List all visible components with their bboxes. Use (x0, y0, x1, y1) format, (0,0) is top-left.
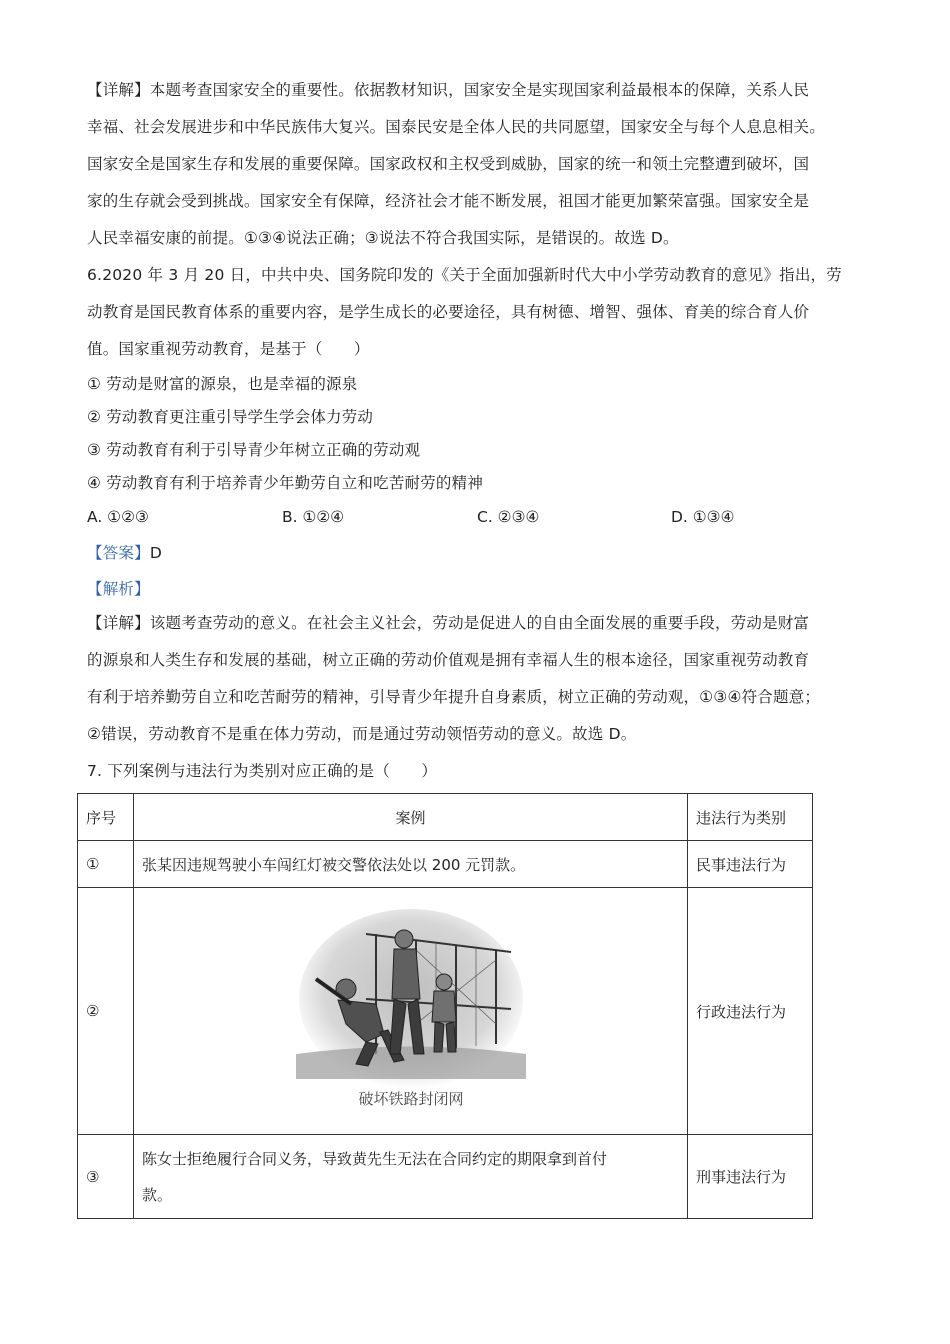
q6-statement-2: ② 劳动教育更注重引导学生学会体力劳动 (87, 408, 374, 426)
row-num: ② (78, 888, 134, 1135)
row-case-illustration (134, 888, 688, 1135)
analysis-label: 【解析】 (87, 580, 150, 598)
q5-detail-line-2: 幸福、社会发展进步和中华民族伟大复兴。国泰民安是全体人民的共同愿望，国家安全与每个人息息相关。 (87, 118, 825, 136)
railway-fence-illustration (296, 904, 526, 1119)
q6-statement-1: ① 劳动是财富的源泉，也是幸福的源泉 (87, 375, 358, 393)
answer-label: 【答案】 (87, 544, 150, 562)
law-case-table (77, 793, 813, 1219)
table-row (78, 888, 813, 1135)
table-header-row (78, 794, 813, 841)
illustration-caption: 破坏铁路封闭网 (357, 1089, 464, 1108)
q6-statement-4: ④ 劳动教育有利于培养青少年勤劳自立和吃苦耐劳的精神 (87, 474, 484, 492)
table-row (78, 841, 813, 888)
q6-detail-line-1: 【详解】该题考查劳动的意义。在社会主义社会，劳动是促进人的自由全面发展的重要手段，劳动是财富 (87, 614, 810, 632)
q6-option-d: D. ①③④ (671, 508, 735, 526)
q6-detail-line-4: ②错误，劳动教育不是重在体力劳动，而是通过劳动领悟劳动的意义。故选 D。 (87, 725, 637, 743)
q5-detail-line-4: 家的生存就会受到挑战。国家安全有保障，经济社会才能不断发展，祖国才能更加繁荣富强。国家安全是 (87, 192, 810, 210)
q6-option-b: B. ①②④ (282, 508, 345, 526)
q6-stem-line-2: 动教育是国民教育体系的重要内容，是学生成长的必要途径，具有树德、增智、强体、育美的综合育人价 (87, 303, 810, 321)
row-category: 刑事违法行为 (688, 1135, 813, 1219)
header-category: 违法行为类别 (688, 794, 813, 841)
q6-detail-line-2: 的源泉和人类生存和发展的基础，树立正确的劳动价值观是拥有幸福人生的根本途径，国家重视劳动教育 (87, 651, 810, 669)
q5-detail-line-1: 【详解】本题考查国家安全的重要性。依据教材知识，国家安全是实现国家利益最根本的保障，关系人民 (87, 81, 810, 99)
row-num: ① (78, 841, 134, 888)
q5-detail-line-5: 人民幸福安康的前提。①③④说法正确；③说法不符合我国实际，是错误的。故选 D。 (87, 229, 679, 247)
row-case-line-2: 款。 (142, 1185, 173, 1204)
q6-option-c: C. ②③④ (477, 508, 540, 526)
q5-detail-line-3: 国家安全是国家生存和发展的重要保障。国家政权和主权受到威胁，国家的统一和领土完整遭到破坏，国 (87, 155, 810, 173)
q6-detail-line-3: 有利于培养勤劳自立和吃苦耐劳的精神，引导青少年提升自身素质，树立正确的劳动观，①③④符合题意； (87, 688, 821, 706)
q6-answer (87, 542, 162, 564)
q6-stem-line-3: 值。国家重视劳动教育，是基于（ ） (87, 340, 370, 358)
header-case: 案例 (134, 794, 688, 841)
q6-stem-line-1: 6.2020 年 3 月 20 日，中共中央、国务院印发的《关于全面加强新时代大中小学劳动教育的意见》指出，劳 (87, 266, 842, 284)
answer-value: D (149, 544, 162, 562)
q7-stem: 7. 下列案例与违法行为类别对应正确的是（ ） (87, 762, 438, 780)
table-row (78, 1135, 813, 1219)
row-category: 民事违法行为 (688, 841, 813, 888)
row-num: ③ (78, 1135, 134, 1219)
q6-statement-3: ③ 劳动教育有利于引导青少年树立正确的劳动观 (87, 441, 421, 459)
header-num: 序号 (78, 794, 134, 841)
q6-option-a: A. ①②③ (87, 508, 149, 526)
row-case (134, 1135, 688, 1219)
row-case-line-1: 陈女士拒绝履行合同义务，导致黄先生无法在合同约定的期限拿到首付 (142, 1149, 608, 1168)
row-category: 行政违法行为 (688, 888, 813, 1135)
row-case: 张某因违规驾驶小车闯红灯被交警依法处以 200 元罚款。 (134, 841, 688, 888)
